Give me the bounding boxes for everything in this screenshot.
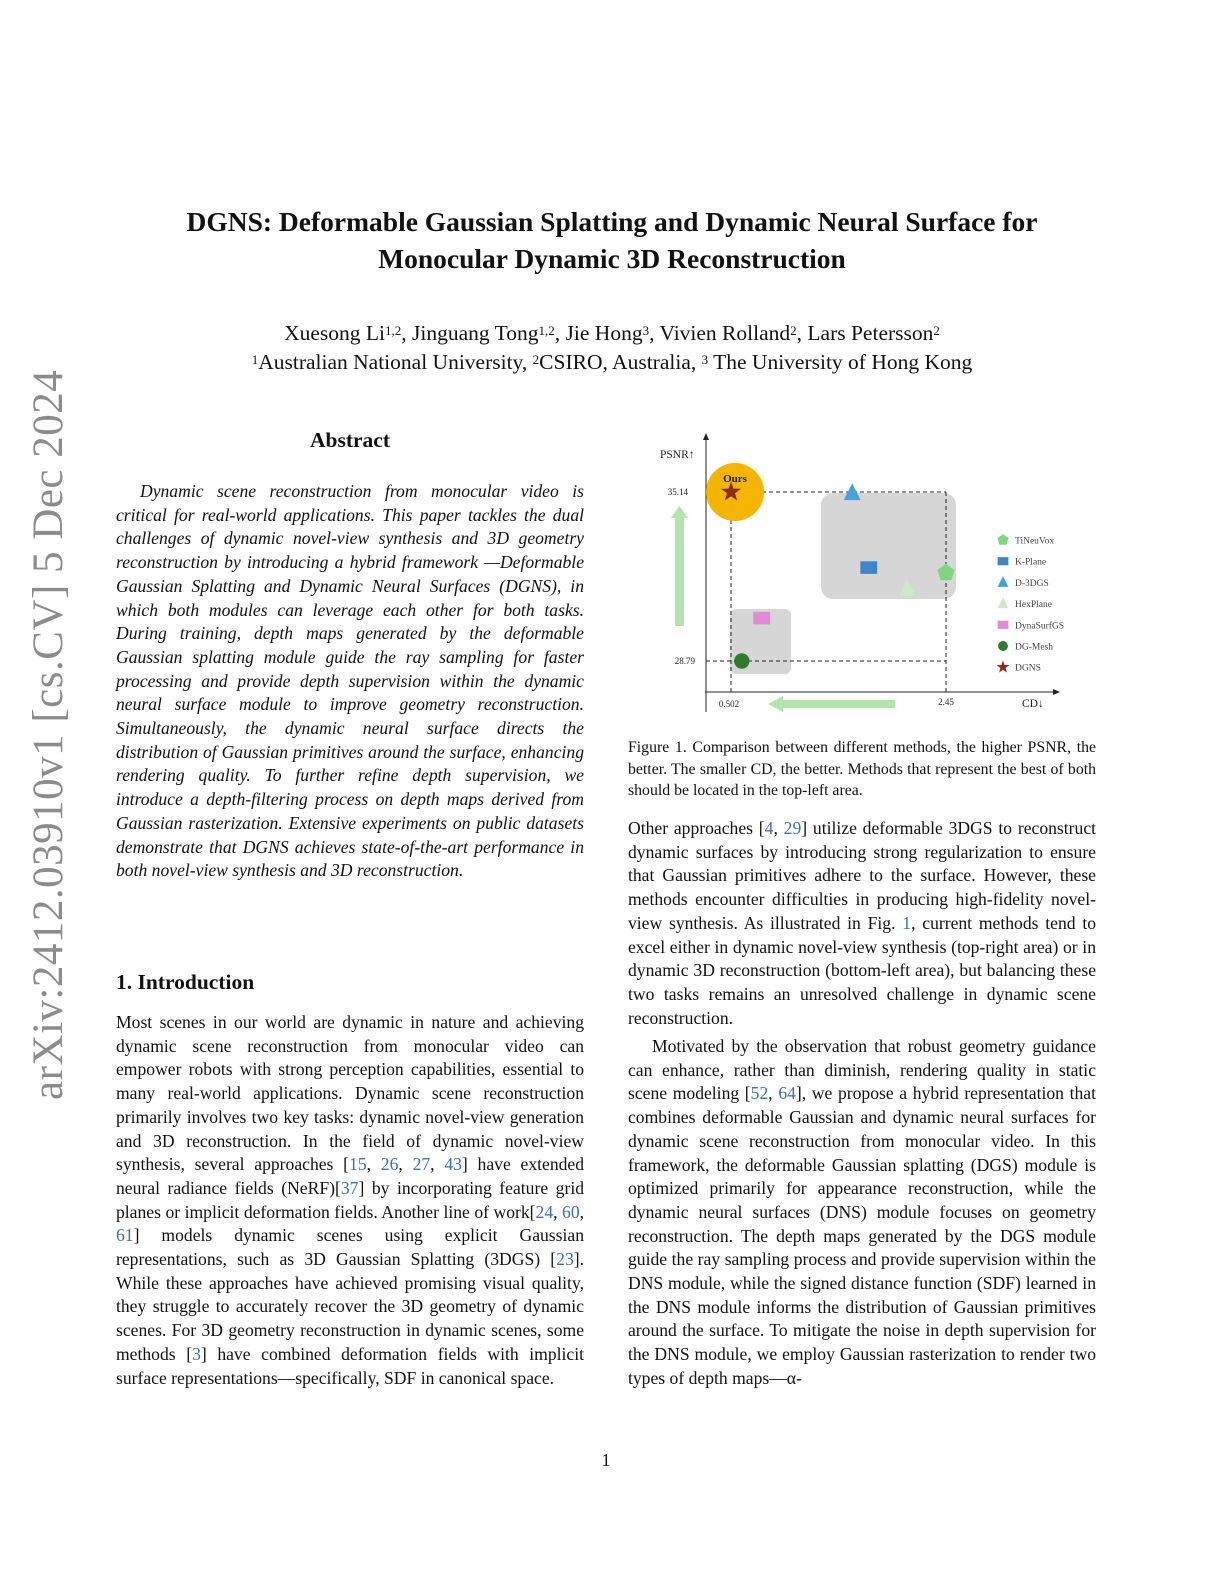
author-name: Vivien Rolland bbox=[659, 321, 791, 345]
text-segment: , bbox=[398, 1154, 413, 1175]
page-number: 1 bbox=[601, 1450, 611, 1470]
citation-link[interactable]: 27 bbox=[412, 1154, 431, 1175]
affiliation-mark: 2 bbox=[933, 323, 940, 338]
cd-arrow-body bbox=[783, 700, 895, 708]
affiliation-name: CSIRO, Australia, bbox=[539, 350, 702, 374]
text-segment: , bbox=[366, 1154, 381, 1175]
abstract-text: Dynamic scene reconstruction from monocular video is critical for real-world applications. This paper tackles the dual challenges of dynamic novel-view synthesis and 3D geometry reconstruction by introducing a hybrid framework —Deformable Gaussian Splatting and Dynamic Neural Surfaces (DGNS), in which both modules can leverage each other for both tasks. During training, depth maps generated by the deformable Gaussian splatting module guide the ray sampling for faster processing and provide depth supervision within the dynamic neural surface module to improve geometry reconstruction. Simultaneously, the dynamic neural surface directs the distribution of Gaussian primitives around the surface, enhancing rendering quality. To further refine depth supervision, we introduce a depth-filtering process on depth maps derived from Gaussian rasterization. Extensive experiments on public datasets demonstrate that DGNS achieves state-of-the-art performance in both novel-view synthesis and 3D reconstruction. bbox=[116, 481, 584, 881]
citation-link[interactable]: 52 bbox=[750, 1083, 769, 1104]
text-segment: ] have extended neural radiance fields (NeRF)[ bbox=[116, 1154, 585, 1198]
affiliation-mark: 1,2 bbox=[538, 323, 555, 338]
text-segment: Most scenes in our world are dynamic in nature and achieving dynamic scene reconstruction from monocular video can empower robots with strong perception capabilities, essential to many real-world applications. Dynamic scene reconstruction primarily involves two key tasks: dynamic novel-view generation and 3D reconstruction. In the field of dynamic novel-view synthesis, several approaches [ bbox=[116, 1012, 584, 1175]
text-segment: Other approaches [ bbox=[628, 818, 765, 838]
author-names bbox=[120, 319, 1104, 348]
title-line-1: DGNS: Deformable Gaussian Splatting and Dynamic Neural Surface for bbox=[186, 206, 1038, 237]
data-point-dynasurfgs bbox=[753, 612, 770, 625]
x-axis-arrow bbox=[1053, 689, 1060, 695]
text-segment: ] utilize deformable 3DGS to reconstruct dynamic surfaces by introducing strong regularization to ensure that Gaussian primitives adhere to the surface. However, these methods encounter difficulties in producing high-fidelity novel-view synthesis. As illustrated in Fig. bbox=[628, 818, 1097, 933]
affiliation-name: Australian National University, bbox=[258, 350, 533, 374]
author-name: Jie Hong bbox=[565, 321, 643, 345]
title-line-2: Monocular Dynamic 3D Reconstruction bbox=[378, 243, 846, 274]
affiliation-mark: 2 bbox=[532, 352, 540, 367]
data-point-k-plane bbox=[860, 561, 877, 574]
psnr-arrow-head bbox=[671, 506, 688, 518]
legend-marker bbox=[998, 621, 1009, 629]
legend-entry: K-Plane bbox=[1015, 557, 1047, 568]
separator: , bbox=[554, 321, 566, 345]
affiliation-mark: 3 bbox=[701, 352, 709, 367]
affiliation-mark: 1 bbox=[251, 352, 259, 367]
citation-link[interactable]: 60 bbox=[562, 1201, 580, 1222]
y-tick-label: 35.14 bbox=[667, 487, 688, 497]
y-tick-label: 28.79 bbox=[674, 656, 695, 666]
legend-marker bbox=[997, 660, 1010, 672]
legend-marker bbox=[998, 576, 1009, 587]
legend-marker bbox=[998, 641, 1008, 651]
citation-link[interactable]: 1 bbox=[902, 912, 912, 933]
abstract-heading: Abstract bbox=[309, 428, 390, 452]
x-tick-label: 0.502 bbox=[718, 699, 740, 709]
text-segment: , bbox=[579, 1201, 585, 1222]
legend-entry: D-3DGS bbox=[1015, 578, 1049, 589]
legend-entry: DG-Mesh bbox=[1015, 642, 1053, 653]
citation-link[interactable]: 23 bbox=[556, 1249, 574, 1270]
text-segment: ]. While these approaches have achieved promising visual quality, they struggle to accurately recover the 3D geometry of dynamic scenes. For 3D geometry reconstruction in dynamic scenes, some methods [ bbox=[116, 1249, 584, 1364]
text-segment: , bbox=[430, 1154, 445, 1175]
affiliation-mark: 1,2 bbox=[385, 323, 402, 338]
x-tick-label: 2.45 bbox=[938, 697, 954, 707]
cd-arrow-head bbox=[768, 696, 783, 712]
text-segment: ] have combined deformation fields with implicit surface representations—specifically, SDF in canonical space. bbox=[116, 1343, 584, 1388]
text-segment: , bbox=[553, 1201, 563, 1222]
figure-1-chart bbox=[640, 432, 1100, 722]
text-segment: ] by incorporating feature grid planes or implicit deformation fields. Another line of work[ bbox=[116, 1177, 585, 1222]
introduction-paragraph bbox=[116, 1011, 584, 1390]
legend-entry: DynaSurfGS bbox=[1015, 621, 1065, 632]
citation-link[interactable]: 64 bbox=[778, 1083, 796, 1104]
y-axis-arrow bbox=[703, 433, 709, 440]
text-segment: , bbox=[768, 1083, 779, 1104]
text-segment: ] models dynamic scenes using explicit Gaussian representations, such as 3D Gaussian Splatting (3DGS) [ bbox=[116, 1225, 584, 1270]
affiliation-mark: 2 bbox=[790, 323, 797, 338]
psnr-arrow-body bbox=[675, 518, 684, 626]
figure-caption: Figure 1. Comparison between different methods, the higher PSNR, the better. The smaller CD, the better. Methods that represent the best of both should be located in the top-left area. bbox=[628, 739, 1096, 799]
legend-marker bbox=[998, 597, 1009, 608]
paper-title bbox=[120, 203, 1104, 277]
y-axis-label: PSNR↑ bbox=[660, 449, 695, 461]
citation-link[interactable]: 4 bbox=[764, 818, 774, 838]
author-name: Lars Petersson bbox=[807, 321, 934, 345]
separator: , bbox=[796, 321, 808, 345]
legend-entry: DGNS bbox=[1015, 663, 1041, 674]
citation-link[interactable]: 24 bbox=[535, 1201, 554, 1222]
text-segment: , current methods tend to excel either in dynamic novel-view synthesis (top-right area) or in dynamic 3D reconstruction (bottom-left area), but balancing these two tasks remains an unresolved challenge in dynamic scene reconstruction. bbox=[628, 912, 1097, 1028]
citation-link[interactable]: 29 bbox=[783, 818, 802, 838]
legend-entry: HexPlane bbox=[1015, 600, 1052, 611]
data-point-dg-mesh bbox=[734, 653, 749, 668]
section-heading-introduction: 1. Introduction bbox=[116, 970, 255, 994]
right-column-paragraph-1 bbox=[628, 817, 1096, 1030]
citation-link[interactable]: 37 bbox=[340, 1177, 359, 1198]
text-segment: , bbox=[773, 818, 784, 838]
citation-link[interactable]: 43 bbox=[444, 1154, 462, 1175]
affiliation-mark: 3 bbox=[642, 323, 650, 338]
author-name: Jinguang Tong bbox=[412, 321, 539, 345]
affiliation-name: The University of Hong Kong bbox=[708, 350, 973, 374]
text-segment: Motivated by the observation that robust geometry guidance can enhance, rather than diminish, rendering quality in static scene modeling [ bbox=[628, 1036, 1096, 1104]
citation-link[interactable]: 26 bbox=[380, 1154, 399, 1175]
author-name: Xuesong Li bbox=[284, 321, 386, 345]
x-axis-label: CD↓ bbox=[1022, 698, 1044, 710]
separator: , bbox=[649, 321, 660, 345]
legend bbox=[997, 534, 1065, 674]
separator: , bbox=[401, 321, 413, 345]
citation-link[interactable]: 61 bbox=[116, 1225, 134, 1246]
legend-marker bbox=[997, 534, 1008, 545]
text-segment: ], we propose a hybrid representation that combines deformable Gaussian and dynamic neural surfaces for dynamic scene reconstruction from monocular video. In this framework, the deformable Gaussian splatting (DGS) module is optimized primarily for appearance reconstruction, while the dynamic neural surfaces (DNS) module focuses on geometry reconstruction. The depth maps generated by the DGS module guide the ray sampling process and provide supervision within the DNS module, while the signed distance function (SDF) learned in the DNS module informs the distribution of Gaussian primitives around the surface. To mitigate the noise in depth supervision for the DNS module, we employ Gaussian rasterization to render two types of depth maps—α- bbox=[628, 1083, 1096, 1388]
author-block bbox=[120, 319, 1104, 377]
author-affiliations bbox=[120, 348, 1104, 377]
citation-link[interactable]: 3 bbox=[192, 1343, 201, 1364]
novel-view-group-box bbox=[821, 493, 956, 599]
right-column-paragraph-2 bbox=[628, 1035, 1096, 1391]
legend-entry: TiNeuVox bbox=[1015, 536, 1055, 547]
ours-label: Ours bbox=[723, 473, 747, 485]
arxiv-identifier: arXiv:2412.03910v1 [cs.CV] 5 Dec 2024 bbox=[25, 369, 72, 1100]
citation-link[interactable]: 15 bbox=[349, 1154, 367, 1175]
legend-marker bbox=[998, 557, 1009, 565]
